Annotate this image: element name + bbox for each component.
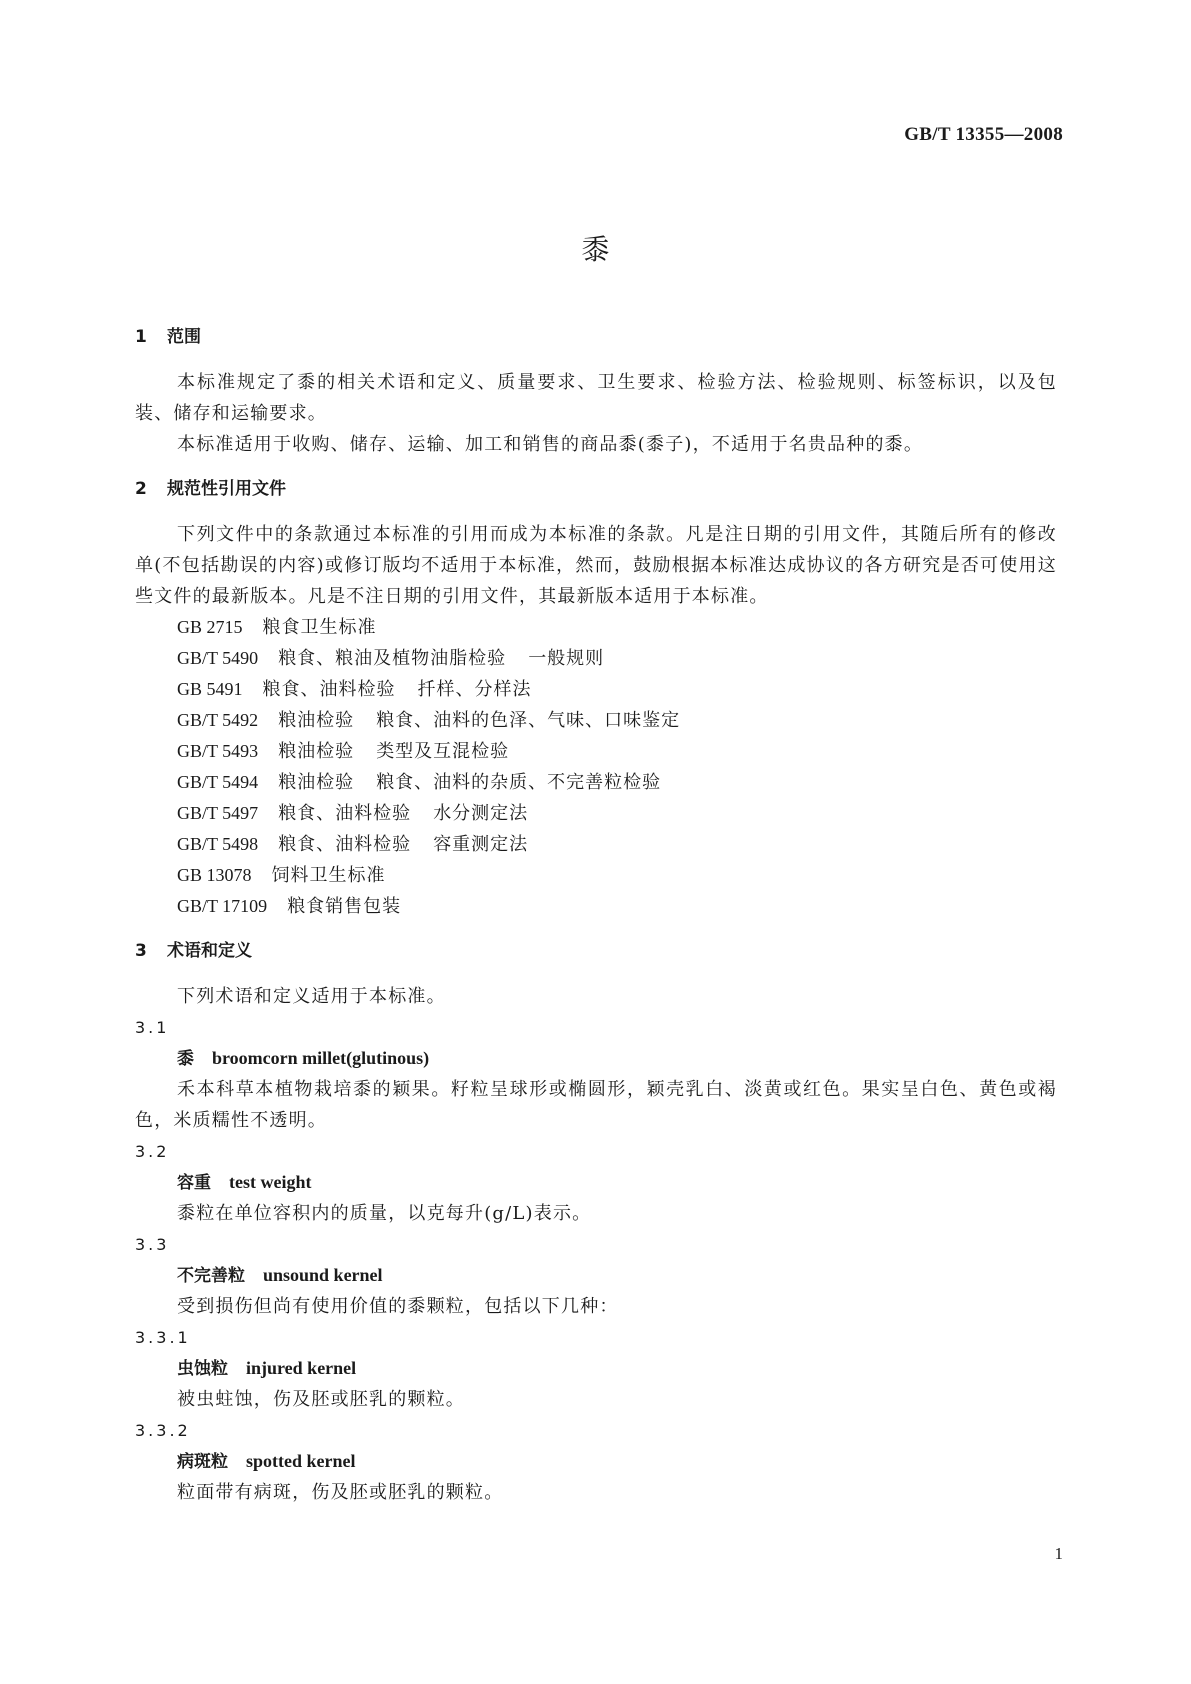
clause-number: 3.3 xyxy=(135,1235,170,1254)
term-chinese: 黍 xyxy=(177,1049,194,1069)
term-heading xyxy=(135,1353,1057,1384)
term-heading xyxy=(135,1043,1057,1074)
reference-code: GB/T 5498 xyxy=(177,834,259,854)
term-english: test weight xyxy=(229,1172,312,1192)
term-definition: 禾本科草本植物栽培黍的颖果。籽粒呈球形或椭圆形，颖壳乳白、淡黄或红色。果实呈白色、黄色或褐色，米质糯性不透明。 xyxy=(135,1079,1057,1131)
term-heading xyxy=(135,1260,1057,1291)
document-title: 黍 xyxy=(581,233,610,266)
term-definition: 黍粒在单位容积内的质量，以克每升(g/L)表示。 xyxy=(177,1203,592,1224)
reference-name: 饲料卫生标准 xyxy=(271,865,386,886)
reference-subname: 粮食、油料的杂质、不完善粒检验 xyxy=(376,772,662,793)
clause-number: 3.2 xyxy=(135,1142,170,1161)
section-3-heading xyxy=(135,936,1057,967)
reference-code: GB/T 17109 xyxy=(177,896,268,916)
references-intro: 下列文件中的条款通过本标准的引用而成为本标准的条款。凡是注日期的引用文件，其随后所有的修改单(不包括勘误的内容)或修订版均不适用于本标准，然而，鼓励根据本标准达成协议的各方研究是否可使用这些文件的最新版本。凡是不注日期的引用文件，其最新版本适用于本标准。 xyxy=(135,524,1057,607)
reference-item xyxy=(135,705,1057,736)
term-definition: 被虫蛀蚀，伤及胚或胚乳的颗粒。 xyxy=(177,1389,465,1410)
term-chinese: 容重 xyxy=(177,1173,211,1193)
reference-subname: 扦样、分样法 xyxy=(417,679,532,700)
reference-item xyxy=(135,798,1057,829)
standard-code: GB/T 13355—2008 xyxy=(904,124,1063,145)
term-english: unsound kernel xyxy=(263,1265,383,1285)
reference-subname: 水分测定法 xyxy=(433,803,529,824)
reference-code: GB 5491 xyxy=(177,679,243,699)
reference-subname: 容重测定法 xyxy=(433,834,529,855)
reference-name: 粮食、油料检验 xyxy=(278,834,412,855)
reference-item xyxy=(135,767,1057,798)
term-english: spotted kernel xyxy=(246,1451,356,1471)
section-title: 术语和定义 xyxy=(167,941,252,961)
page-number: 1 xyxy=(1054,1544,1063,1563)
section-number: 2 xyxy=(135,479,147,499)
section-2-heading xyxy=(135,474,1057,505)
reference-item xyxy=(135,736,1057,767)
reference-item xyxy=(135,829,1057,860)
term-english: injured kernel xyxy=(246,1358,357,1378)
term-heading xyxy=(135,1446,1057,1477)
document-body xyxy=(135,322,1057,1508)
reference-item xyxy=(135,674,1057,705)
term-chinese: 不完善粒 xyxy=(177,1266,245,1286)
reference-name: 粮油检验 xyxy=(278,710,355,731)
term-heading xyxy=(135,1167,1057,1198)
reference-subname: 一般规则 xyxy=(528,648,605,669)
term-definition: 粒面带有病斑，伤及胚或胚乳的颗粒。 xyxy=(177,1482,504,1503)
clause-number: 3.1 xyxy=(135,1018,170,1037)
term-definition: 受到损伤但尚有使用价值的黍颗粒，包括以下几种： xyxy=(177,1296,619,1317)
reference-code: GB/T 5490 xyxy=(177,648,259,668)
reference-name: 粮油检验 xyxy=(278,741,355,762)
reference-item xyxy=(135,860,1057,891)
reference-name: 粮食、粮油及植物油脂检验 xyxy=(278,648,507,669)
section-1-heading xyxy=(135,322,1057,353)
term-english: broomcorn millet(glutinous) xyxy=(212,1048,430,1068)
reference-name: 粮食、油料检验 xyxy=(262,679,396,700)
section-number: 3 xyxy=(135,941,147,961)
term-chinese: 虫蚀粒 xyxy=(177,1359,228,1379)
reference-name: 粮食销售包装 xyxy=(287,896,402,917)
section-number: 1 xyxy=(135,327,147,347)
reference-item xyxy=(135,612,1057,643)
reference-code: GB/T 5494 xyxy=(177,772,259,792)
scope-paragraph-2: 本标准适用于收购、储存、运输、加工和销售的商品黍(黍子)，不适用于名贵品种的黍。 xyxy=(177,434,924,455)
reference-code: GB 2715 xyxy=(177,617,243,637)
reference-name: 粮油检验 xyxy=(278,772,355,793)
section-title: 规范性引用文件 xyxy=(167,479,286,499)
scope-paragraph-1: 本标准规定了黍的相关术语和定义、质量要求、卫生要求、检验方法、检验规则、标签标识，以及包装、储存和运输要求。 xyxy=(135,372,1057,424)
reference-code: GB 13078 xyxy=(177,865,252,885)
clause-number: 3.3.2 xyxy=(135,1421,191,1440)
reference-code: GB/T 5492 xyxy=(177,710,259,730)
reference-name: 粮食卫生标准 xyxy=(262,617,377,638)
reference-code: GB/T 5497 xyxy=(177,803,259,823)
clause-number: 3.3.1 xyxy=(135,1328,191,1347)
reference-subname: 类型及互混检验 xyxy=(376,741,510,762)
reference-item xyxy=(135,891,1057,922)
reference-subname: 粮食、油料的色泽、气味、口味鉴定 xyxy=(376,710,681,731)
reference-item xyxy=(135,643,1057,674)
terms-intro: 下列术语和定义适用于本标准。 xyxy=(177,986,446,1007)
section-title: 范围 xyxy=(167,327,201,347)
reference-name: 粮食、油料检验 xyxy=(278,803,412,824)
reference-code: GB/T 5493 xyxy=(177,741,259,761)
term-chinese: 病斑粒 xyxy=(177,1452,228,1472)
